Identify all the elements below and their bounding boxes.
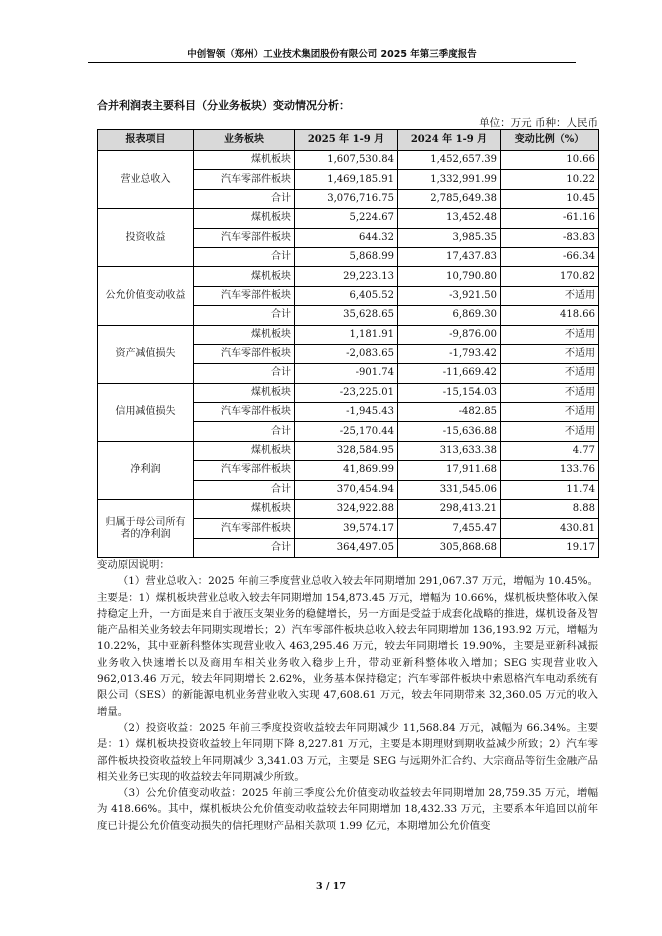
item-cell: 信用减值损失: [98, 383, 194, 441]
table-row: [98, 267, 599, 286]
prior-value-cell: 10,790.80: [398, 267, 501, 286]
table-body: [98, 151, 599, 558]
page-number: 3 / 17: [316, 881, 346, 892]
col-header: 2025 年 1-9 月: [295, 130, 398, 151]
segment-income-table: [97, 129, 599, 558]
table-row: [98, 209, 599, 228]
change-ratio-cell: 418.66: [501, 306, 599, 325]
segment-cell: 汽车零部件板块: [194, 403, 295, 422]
current-value-cell: -901.74: [295, 364, 398, 383]
prior-value-cell: -1,793.42: [398, 344, 501, 363]
current-value-cell: 39,574.17: [295, 519, 398, 538]
segment-cell: 汽车零部件板块: [194, 286, 295, 305]
table-row: [98, 325, 599, 344]
segment-cell: 煤机板块: [194, 325, 295, 344]
segment-cell: 汽车零部件板块: [194, 461, 295, 480]
col-header: 报表项目: [98, 130, 194, 151]
current-value-cell: 364,497.05: [295, 538, 398, 557]
prior-value-cell: -3,921.50: [398, 286, 501, 305]
change-ratio-cell: -83.83: [501, 228, 599, 247]
prior-value-cell: 1,332,991.99: [398, 170, 501, 189]
current-value-cell: 644.32: [295, 228, 398, 247]
table-row: [98, 441, 599, 460]
current-value-cell: 6,405.52: [295, 286, 398, 305]
item-cell: 资产减值损失: [98, 325, 194, 383]
prior-value-cell: 305,868.68: [398, 538, 501, 557]
prior-value-cell: -11,669.42: [398, 364, 501, 383]
change-ratio-cell: 不适用: [501, 422, 599, 441]
current-value-cell: 5,224.67: [295, 209, 398, 228]
explanation-paragraph: （3）公允价值变动收益：2025 年前三季度公允价值变动收益较去年同期增加 28,759.35 万元，增幅为 418.66%。其中，煤机板块公允价值变动收益较去年同期增加 18,432.33 万元，主要系本年追回以前年度已计提公允价值变动损失的信托理财产品相关款项 1.99 亿元，本期增加公允价值变: [97, 787, 598, 832]
change-ratio-cell: 10.45: [501, 189, 599, 208]
prior-value-cell: 7,455.47: [398, 519, 501, 538]
prior-value-cell: 2,785,649.38: [398, 189, 501, 208]
segment-cell: 煤机板块: [194, 500, 295, 519]
segment-cell: 煤机板块: [194, 441, 295, 460]
col-header: 变动比例（%）: [501, 130, 599, 151]
segment-cell: 煤机板块: [194, 151, 295, 170]
current-value-cell: 41,869.99: [295, 461, 398, 480]
segment-cell: 合计: [194, 189, 295, 208]
table-row: [98, 383, 599, 402]
change-ratio-cell: 不适用: [501, 286, 599, 305]
change-ratio-cell: 10.22: [501, 170, 599, 189]
segment-cell: 汽车零部件板块: [194, 519, 295, 538]
prior-value-cell: 17,911.68: [398, 461, 501, 480]
current-value-cell: 5,868.99: [295, 247, 398, 266]
prior-value-cell: -15,636.88: [398, 422, 501, 441]
change-ratio-cell: 19.17: [501, 538, 599, 557]
segment-cell: 合计: [194, 538, 295, 557]
prior-value-cell: 331,545.06: [398, 480, 501, 499]
current-value-cell: 35,628.65: [295, 306, 398, 325]
segment-cell: 合计: [194, 364, 295, 383]
explanation-heading: 变动原因说明：: [97, 559, 170, 571]
explanation-paragraph: （1）营业总收入：2025 年前三季度营业总收入较去年同期增加 291,067.37 万元，增幅为 10.45%。主要是：1）煤机板块营业总收入较去年同期增加 154,873.45 万元，增幅为 10.66%，煤机板块整体收入保持稳定上升，一方面是来自于液压支架业务的稳健增长，另一方面是受益于成套化战略的推进，煤机设备及智能产品相关业务较去年同期实现增长；2）汽车零部件板块总收入较去年同期增加 136,193.92 万元，增幅为 10.22%，其中亚新科整体实现营业收入 463,295.46 万元，较去年同期增长 19.90%，主要是亚新科减振业务收入快速增长以及商用车相关业务收入稳步上升，带动亚新科整体收入增加；SEG 实现营业收入 962,013.46 万元，较去年同期增长 2.62%，业务基本保持稳定；汽车零部件板块中索恩格汽车电动系统有限公司（SES）的新能源电机业务营业收入实现 47,608.61 万元，较去年同期带来 32,360.05 万元的收入增量。: [97, 575, 598, 718]
item-cell: 净利润: [98, 441, 194, 499]
change-ratio-cell: 不适用: [501, 383, 599, 402]
table-row: [98, 500, 599, 519]
change-ratio-cell: 不适用: [501, 403, 599, 422]
change-ratio-cell: 133.76: [501, 461, 599, 480]
segment-cell: 合计: [194, 247, 295, 266]
segment-cell: 合计: [194, 306, 295, 325]
prior-value-cell: 313,633.38: [398, 441, 501, 460]
current-value-cell: 1,607,530.84: [295, 151, 398, 170]
explanation-paragraph: （2）投资收益：2025 年前三季度投资收益较去年同期减少 11,568.84 万元，减幅为 66.34%。主要是：1）煤机板块投资收益较上年同期下降 8,227.81 万元，主要是本期理财到期收益减少所致；2）汽车零部件板块投资收益较上年同期减少 3,341.03 万元，主要是 SEG 与远期外汇合约、大宗商品等衍生金融产品相关业务已实现的收益较去年同期减少所致。: [97, 721, 598, 783]
section-title: 合并利润表主要科目（分业务板块）变动情况分析：: [97, 99, 350, 112]
item-cell: 营业总收入: [98, 151, 194, 209]
change-ratio-cell: 4.77: [501, 441, 599, 460]
current-value-cell: 328,584.95: [295, 441, 398, 460]
table-header-row: [98, 130, 599, 151]
change-ratio-cell: 不适用: [501, 364, 599, 383]
segment-cell: 汽车零部件板块: [194, 170, 295, 189]
current-value-cell: 324,922.88: [295, 500, 398, 519]
item-cell: 公允价值变动收益: [98, 267, 194, 325]
header-rule: [88, 62, 576, 63]
current-value-cell: -2,083.65: [295, 344, 398, 363]
change-ratio-cell: 170.82: [501, 267, 599, 286]
explanation-section: [97, 557, 598, 834]
current-value-cell: 1,181.91: [295, 325, 398, 344]
prior-value-cell: 13,452.48: [398, 209, 501, 228]
segment-cell: 煤机板块: [194, 267, 295, 286]
current-value-cell: -1,945.43: [295, 403, 398, 422]
item-cell: 投资收益: [98, 209, 194, 267]
change-ratio-cell: 430.81: [501, 519, 599, 538]
prior-value-cell: -15,154.03: [398, 383, 501, 402]
current-value-cell: -25,170.44: [295, 422, 398, 441]
segment-cell: 合计: [194, 480, 295, 499]
prior-value-cell: -482.85: [398, 403, 501, 422]
change-ratio-cell: 8.88: [501, 500, 599, 519]
prior-value-cell: 1,452,657.39: [398, 151, 501, 170]
change-ratio-cell: -61.16: [501, 209, 599, 228]
change-ratio-cell: 10.66: [501, 151, 599, 170]
segment-cell: 煤机板块: [194, 209, 295, 228]
col-header: 业务板块: [194, 130, 295, 151]
prior-value-cell: 6,869.30: [398, 306, 501, 325]
change-ratio-cell: 不适用: [501, 325, 599, 344]
unit-currency-note: 单位：万元 币种：人民币: [479, 117, 598, 129]
prior-value-cell: 3,985.35: [398, 228, 501, 247]
segment-cell: 汽车零部件板块: [194, 228, 295, 247]
current-value-cell: 3,076,716.75: [295, 189, 398, 208]
prior-value-cell: -9,876.00: [398, 325, 501, 344]
table-row: [98, 151, 599, 170]
change-ratio-cell: 11.74: [501, 480, 599, 499]
segment-cell: 汽车零部件板块: [194, 344, 295, 363]
segment-cell: 合计: [194, 422, 295, 441]
segment-cell: 煤机板块: [194, 383, 295, 402]
current-value-cell: -23,225.01: [295, 383, 398, 402]
change-ratio-cell: 不适用: [501, 344, 599, 363]
prior-value-cell: 298,413.21: [398, 500, 501, 519]
current-value-cell: 1,469,185.91: [295, 170, 398, 189]
prior-value-cell: 17,437.83: [398, 247, 501, 266]
current-value-cell: 29,223.13: [295, 267, 398, 286]
report-header: 中创智领（郑州）工业技术集团股份有限公司 2025 年第三季度报告: [187, 49, 477, 60]
change-ratio-cell: -66.34: [501, 247, 599, 266]
current-value-cell: 370,454.94: [295, 480, 398, 499]
item-cell: 归属于母公司所有者的净利润: [98, 500, 194, 558]
col-header: 2024 年 1-9 月: [398, 130, 501, 151]
